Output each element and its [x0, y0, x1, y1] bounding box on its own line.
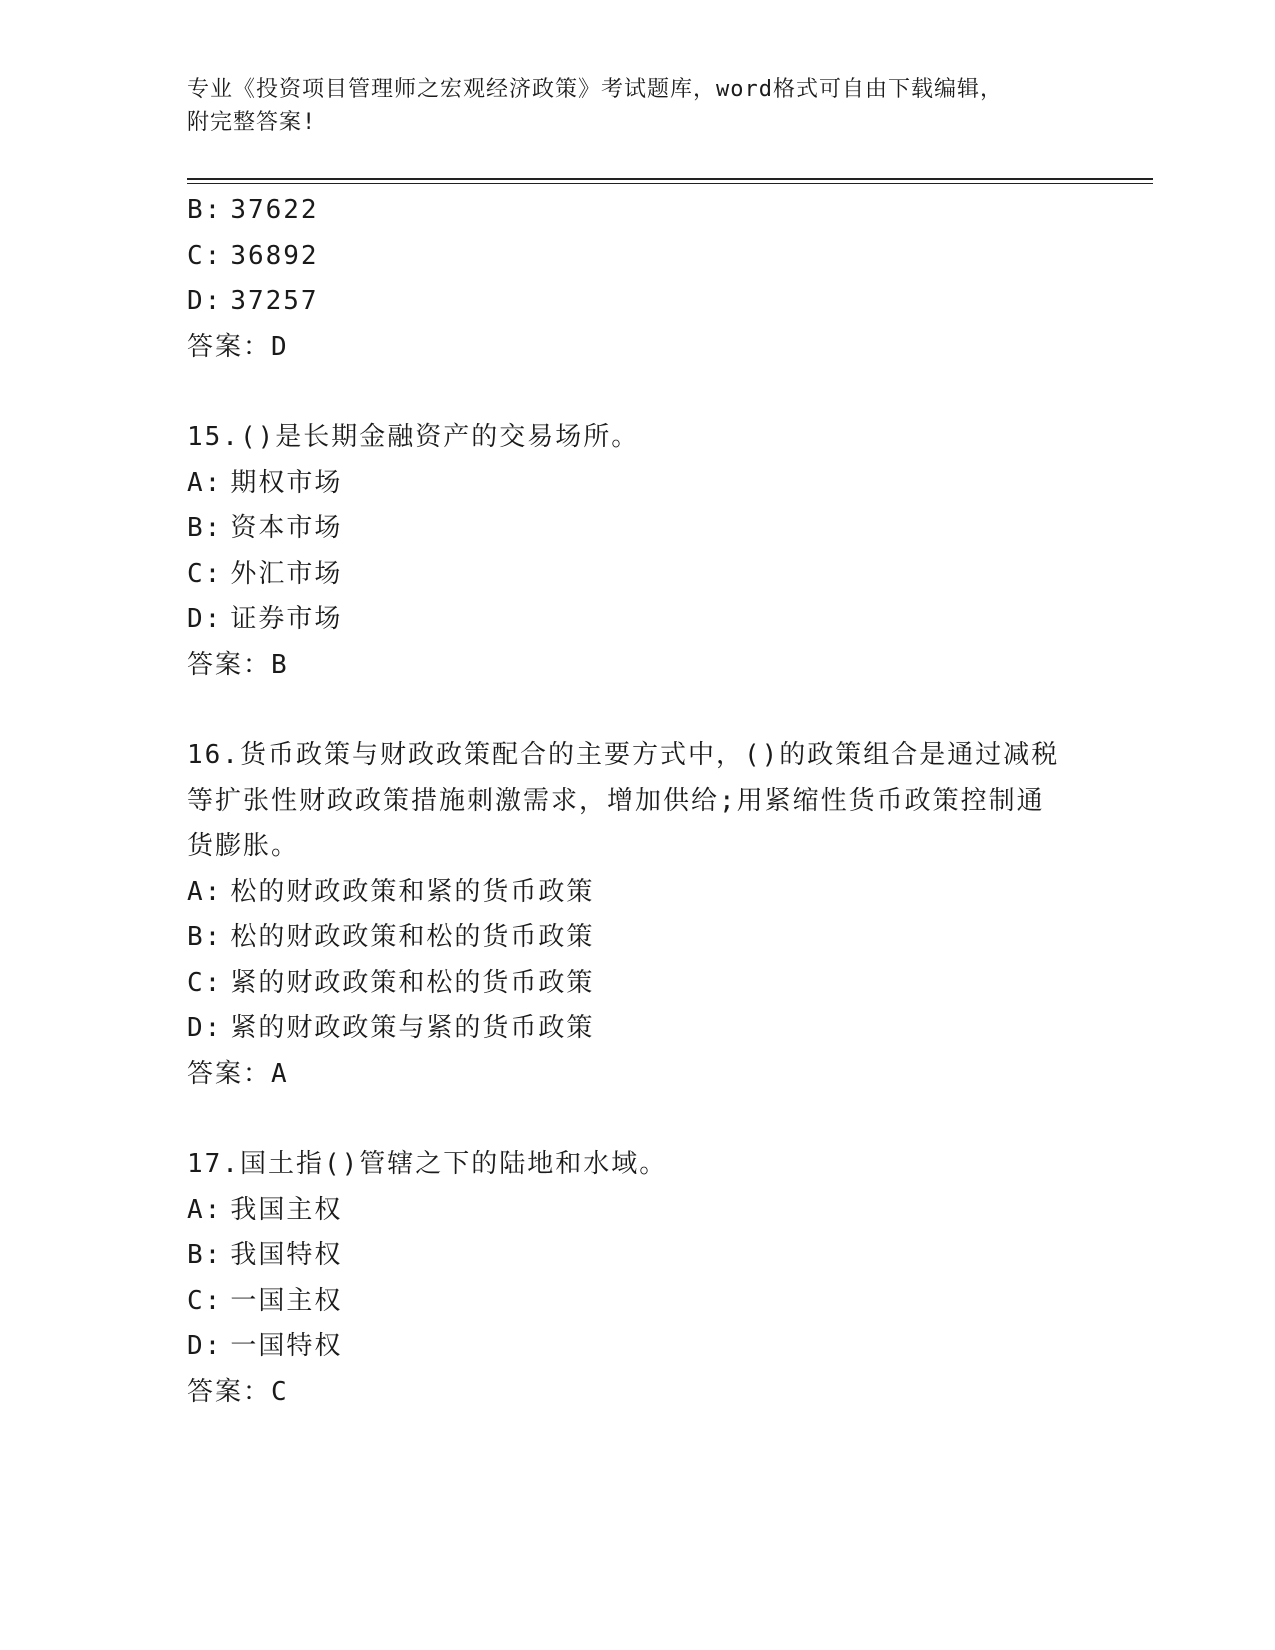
document-header: [187, 73, 1067, 139]
question-stem-line-3: 货膨胀。: [187, 831, 300, 861]
header-divider-thick: [187, 178, 1153, 180]
option-label: D:: [187, 286, 223, 316]
option-label: C:: [187, 240, 223, 271]
option-d: [187, 279, 1087, 325]
answer: 答案：C: [187, 1376, 289, 1407]
question-stem-line-2: 等扩张性财政政策措施刺激需求，增加供给;用紧缩性货币政策控制通: [187, 785, 1045, 816]
option-label: B:: [187, 513, 223, 543]
answer: 答案：D: [187, 331, 289, 362]
option-text: 一国主权: [230, 1285, 343, 1316]
option-text: 一国特权: [230, 1331, 343, 1361]
option-label: B:: [187, 1240, 223, 1270]
option-text: 紧的财政政策和松的货币政策: [230, 967, 595, 998]
option-b: [187, 506, 1087, 552]
question-15: [187, 415, 1087, 688]
option-text: 外汇市场: [230, 558, 343, 589]
option-text: 37622: [230, 195, 319, 225]
option-label: D:: [187, 1013, 223, 1043]
option-text: 36892: [230, 240, 319, 271]
option-b: [187, 188, 1087, 234]
option-a: [187, 1188, 1087, 1234]
option-label: D:: [187, 604, 223, 634]
question-14-continued: [187, 188, 1087, 370]
option-c: [187, 552, 1087, 598]
option-text: 我国特权: [230, 1240, 343, 1270]
option-text: 37257: [230, 286, 319, 316]
question-stem-line-1: 16.货币政策与财政政策配合的主要方式中，()的政策组合是通过减税: [187, 740, 1060, 770]
question-16: [187, 733, 1087, 1097]
header-divider-thin: [187, 183, 1153, 184]
answer: 答案：A: [187, 1058, 289, 1089]
question-stem: 17.国土指()管辖之下的陆地和水域。: [187, 1149, 668, 1179]
option-label: D:: [187, 1331, 223, 1361]
option-c: [187, 1279, 1087, 1325]
header-intro-line-1: 专业《投资项目管理师之宏观经济政策》考试题库，word格式可自由下载编辑，: [187, 77, 1003, 102]
option-text: 松的财政政策和紧的货币政策: [230, 876, 595, 907]
option-label: C:: [187, 558, 223, 589]
option-b: [187, 915, 1087, 961]
option-d: [187, 1006, 1087, 1052]
option-c: [187, 961, 1087, 1007]
option-text: 紧的财政政策与紧的货币政策: [230, 1013, 595, 1043]
option-label: B:: [187, 195, 223, 225]
option-a: [187, 461, 1087, 507]
option-text: 松的财政政策和松的货币政策: [230, 922, 595, 952]
option-text: 期权市场: [230, 467, 343, 498]
option-text: 我国主权: [230, 1194, 343, 1225]
option-label: C:: [187, 1285, 223, 1316]
answer: 答案：B: [187, 649, 289, 680]
question-17: [187, 1142, 1087, 1415]
header-intro-line-2: 附完整答案!: [187, 110, 317, 135]
question-list: [187, 188, 1087, 1415]
option-b: [187, 1233, 1087, 1279]
option-label: A:: [187, 467, 223, 498]
option-d: [187, 597, 1087, 643]
option-label: A:: [187, 876, 223, 907]
question-stem: 15.()是长期金融资产的交易场所。: [187, 422, 640, 452]
option-label: B:: [187, 922, 223, 952]
option-text: 证券市场: [230, 604, 343, 634]
option-d: [187, 1324, 1087, 1370]
option-c: [187, 234, 1087, 280]
option-label: A:: [187, 1194, 223, 1225]
option-text: 资本市场: [230, 513, 343, 543]
option-a: [187, 870, 1087, 916]
option-label: C:: [187, 967, 223, 998]
